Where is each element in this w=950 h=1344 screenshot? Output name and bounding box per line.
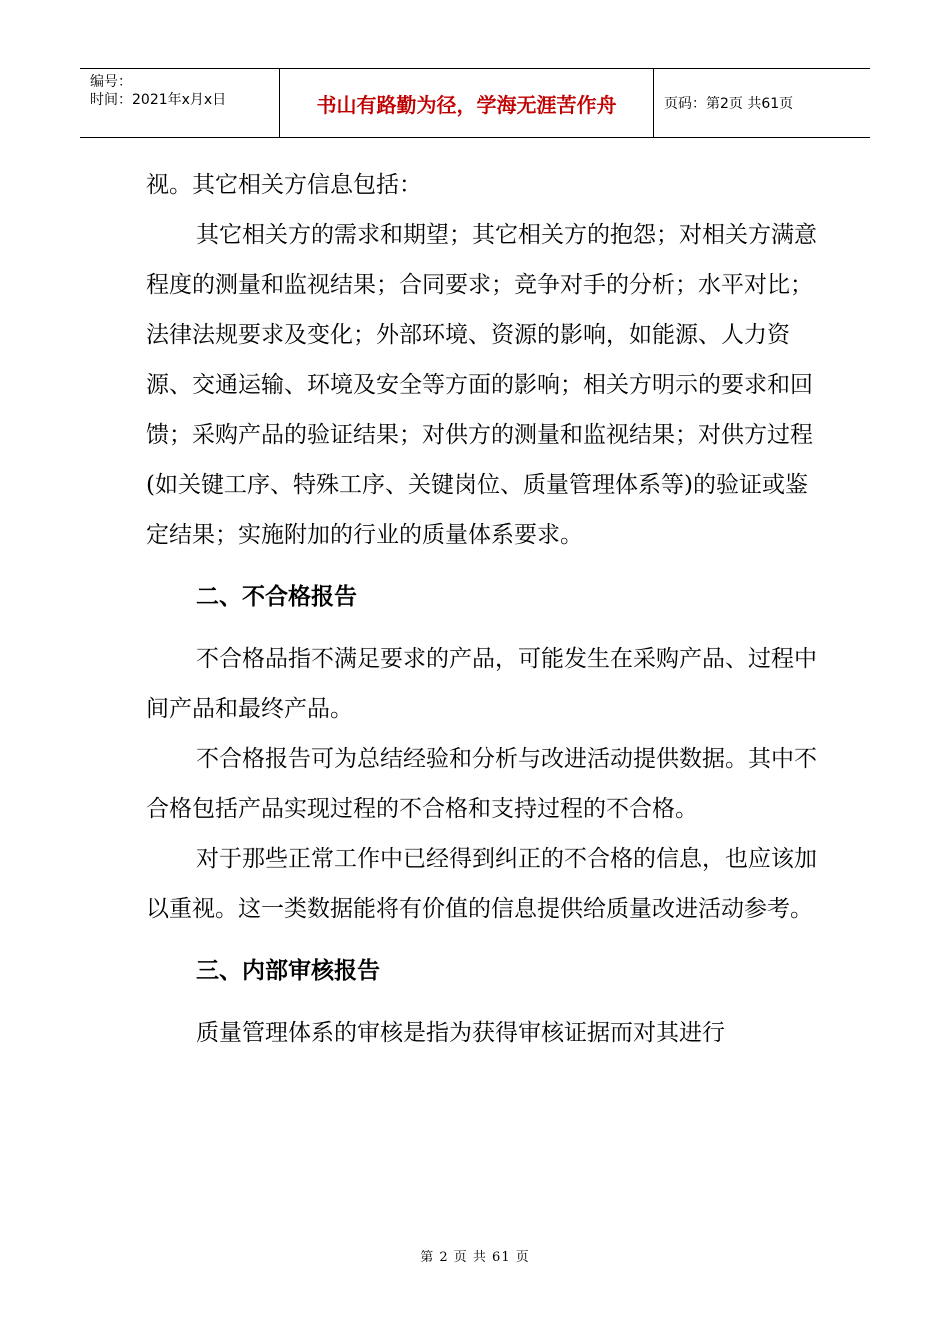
header-motto: 书山有路勤为径，学海无涯苦作舟 (280, 69, 654, 137)
paragraph-continuation: 视。其它相关方信息包括： (146, 172, 422, 198)
paragraph-corrected-nonconformity: 对于那些正常工作中已经得到纠正的不合格的信息，也应该加以重视。这一类数据能将有价值的信息提供给质量改进活动参考。 (146, 846, 817, 922)
header-page-info: 页码：第2页 共61页 (664, 96, 794, 112)
paragraph-nonconformity-data: 不合格报告可为总结经验和分析与改进活动提供数据。其中不合格包括产品实现过程的不合格和支持过程的不合格。 (146, 746, 817, 822)
paragraph-audit-definition: 质量管理体系的审核是指为获得审核证据而对其进行 (196, 1020, 725, 1046)
paragraph-stakeholder-info: 其它相关方的需求和期望；其它相关方的抱怨；对相关方满意程度的测量和监视结果；合同要求；竞争对手的分析；水平对比；法律法规要求及变化；外部环境、资源的影响，如能源、人力资源、交通运输、环境及安全等方面的影响；相关方明示的要求和回馈；采购产品的验证结果；对供方的测量和监视结果；对供方过程(如关键工序、特殊工序、关键岗位、质量管理体系等)的验证或鉴定结果；实施附加的行业的质量体系要求。 (146, 222, 817, 548)
page-footer: 第 2 页 共 61 页 (420, 1250, 530, 1265)
header-meta (80, 69, 280, 137)
section-heading-internal-audit-report: 三、内部审核报告 (196, 958, 380, 984)
paragraph-nonconforming-product: 不合格品指不满足要求的产品，可能发生在采购产品、过程中间产品和最终产品。 (146, 646, 817, 722)
section-heading-nonconformity-report: 二、不合格报告 (196, 584, 357, 610)
document-number-label: 编号： (90, 74, 132, 90)
document-body (146, 160, 826, 1058)
document-header (80, 68, 870, 138)
document-date: 时间：2021年x月x日 (90, 92, 227, 108)
